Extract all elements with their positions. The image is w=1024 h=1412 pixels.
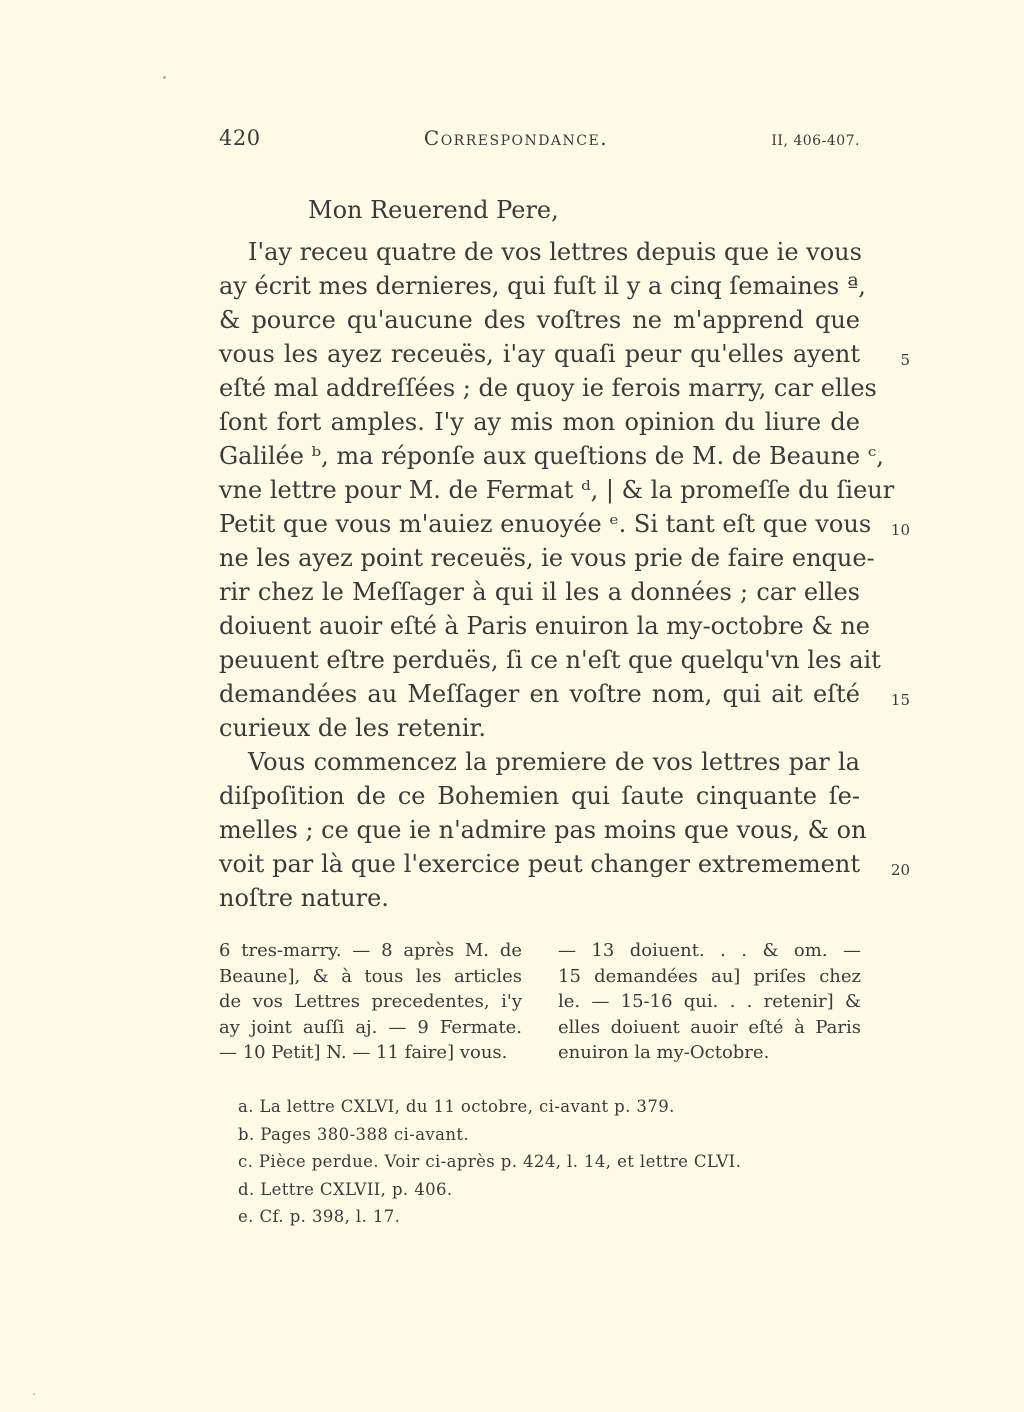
text-line: voit par là que l'exercice peut changer extremement — [219, 850, 860, 878]
variant-line: 6 tres-marry. — 8 après M. de — [219, 940, 522, 961]
letter-salutation: Mon Reuerend Pere, — [308, 196, 559, 224]
text-line: I'ay receu quatre de vos lettres depuis que ie vous — [248, 238, 862, 266]
footnote-a: a. La lettre CXLVI, du 11 octobre, ci-avant p. 379. — [238, 1097, 675, 1116]
text-line: & pource qu'aucune des voſtres ne m'apprend que — [219, 306, 860, 334]
text-line: Galilée ᵇ, ma réponſe aux queſtions de M. de Beaune ᶜ, — [219, 442, 884, 470]
page-header — [219, 126, 860, 158]
text-line: diſpoſition de ce Bohemien qui ſaute cinquante ſe- — [219, 782, 860, 810]
line-number: 5 — [900, 351, 910, 369]
line-number: 15 — [890, 691, 910, 709]
line-number: 10 — [890, 521, 910, 539]
paper-speck — [33, 1393, 35, 1395]
variants-left-column — [219, 938, 522, 1066]
text-line: Petit que vous m'auiez enuoyée ᵉ. Si tant eſt que vous — [219, 510, 872, 538]
folio-reference: II, 406-407. — [771, 133, 860, 149]
text-line: melles ; ce que ie n'admire pas moins que vous, & on — [219, 816, 867, 844]
margin-line-numbers — [870, 235, 910, 881]
text-line: demandées au Meſſager en voſtre nom, qui ait eſté — [219, 680, 860, 708]
text-line: noſtre nature. — [219, 884, 389, 912]
footnotes — [238, 1093, 741, 1231]
line-number: 20 — [890, 861, 910, 879]
variant-line: le. — 15-16 qui. . . retenir] & — [558, 991, 861, 1012]
text-line: curieux de les retenir. — [219, 714, 487, 742]
variant-line: ay joint auſſi aj. — 9 Fermate. — [219, 1016, 522, 1038]
text-line: peuuent eſtre perduës, ſi ce n'eſt que quelqu'vn les ait — [219, 646, 881, 674]
paper-speck — [163, 76, 166, 79]
text-line: doiuent auoir eſté à Paris enuiron la my-octobre & ne — [219, 612, 870, 640]
variant-line: 15 demandées au] priſes chez — [558, 965, 861, 987]
footnote-c: c. Pièce perdue. Voir ci-après p. 424, l. 14, et lettre CLVI. — [238, 1152, 742, 1171]
variants-right-column — [558, 938, 861, 1066]
text-line: ſont fort amples. I'y ay mis mon opinion du liure de — [219, 408, 860, 436]
footnote-e: e. Cf. p. 398, l. 17. — [238, 1207, 401, 1226]
text-line: Vous commencez la premiere de vos lettres par la — [248, 748, 860, 776]
variant-line: — 13 doiuent. . . & om. — — [558, 940, 861, 961]
text-line: vne lettre pour M. de Fermat ᵈ, | & la promeſſe du ſieur — [219, 476, 895, 504]
variant-line: Beaune], & à tous les articles — [219, 965, 522, 987]
text-line: eſté mal addreſſées ; de quoy ie ferois marry, car elles — [219, 374, 877, 402]
variant-line: enuiron la my-Octobre. — [558, 1042, 770, 1063]
text-line: rir chez le Meſſager à qui il les a données ; car elles — [219, 578, 860, 606]
letter-body — [219, 235, 895, 915]
running-title: Correspondance. — [423, 126, 609, 150]
variant-line: — 10 Petit] N. — 11 faire] vous. — [219, 1042, 508, 1063]
variant-line: de vos Lettres precedentes, i'y — [219, 991, 522, 1012]
text-line: ay écrit mes dernieres, qui fuſt il y a cinq ſemaines ª, — [219, 272, 866, 300]
footnote-d: d. Lettre CXLVII, p. 406. — [238, 1179, 453, 1199]
variant-line: elles doiuent auoir eſté à Paris — [558, 1016, 861, 1038]
page-number: 420 — [219, 126, 261, 150]
footnote-b: b. Pages 380-388 ci-avant. — [238, 1124, 470, 1144]
text-line: ne les ayez point receuës, ie vous prie de faire enque- — [219, 544, 875, 572]
text-line: vous les ayez receuës, i'ay quaſi peur qu'elles ayent — [219, 340, 860, 368]
